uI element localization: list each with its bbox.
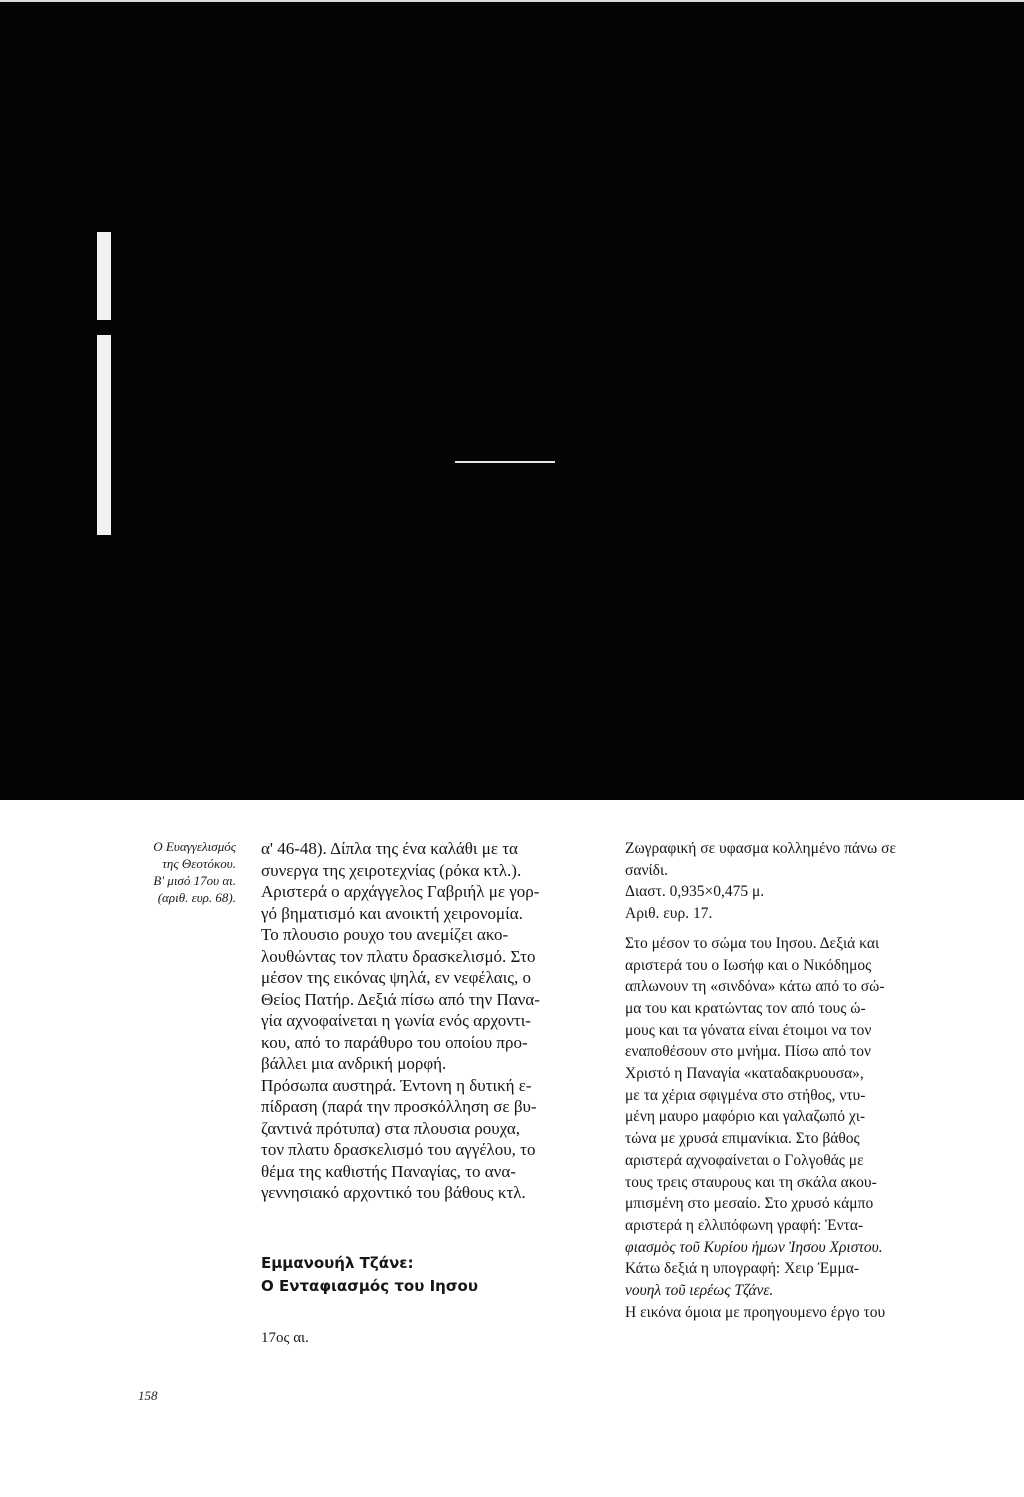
text-line: θέμα της καθιστής Παναγίας, το ανα- (261, 1161, 516, 1181)
text-line: τους τρεις σταυρους και τη σκάλα ακου- (625, 1173, 877, 1191)
caption-line: Ο Ευαγγελισμός (153, 839, 236, 854)
top-rule (0, 0, 1024, 2)
text-line: γό βηματισμό και ανοικτή χειρονομία. (261, 903, 523, 923)
text-line: αριστερά αχνοφαίνεται ο Γολγοθάς με (625, 1151, 864, 1169)
artwork-name: Ο Ενταφιασμός του Ιησου (261, 1276, 478, 1295)
text-line: λουθώντας τον πλατυ δρασκελισμό. Στο (261, 946, 536, 966)
artwork-artist: Εμμανουήλ Τζάνε: (261, 1253, 414, 1272)
photo-highlight-line (455, 461, 555, 463)
text-line: Διαστ. 0,935×0,475 μ. (625, 883, 765, 901)
artwork-title (261, 1252, 606, 1298)
page-number: 158 (138, 1388, 158, 1403)
text-line: μα του και κρατώντας τον από τους ώ- (625, 999, 866, 1017)
text-line: τώνα με χρυσά επιμανίκια. Στο βάθος (625, 1130, 860, 1148)
text-line: πίδραση (παρά την προσκόλληση σε βυ- (261, 1097, 537, 1116)
artwork-date: 17ος αι. (261, 1329, 309, 1346)
text-line: μένη μαυρο μαφόριο και γαλαζωπό χι- (625, 1108, 866, 1126)
text-line: αριστερά του ο Ιωσήφ και ο Νικόδημος (625, 956, 872, 974)
text-line: αριστερά η ελλιπόφωνη γραφή: Ἐντα- (625, 1216, 864, 1234)
caption-line: της Θεοτόκου. (162, 856, 236, 871)
text-line: σανίδι. (625, 861, 669, 879)
caption-line: (αριθ. ευρ. 68). (157, 890, 236, 905)
text-line: γεννησιακό αρχοντικό του βάθους κτλ. (261, 1183, 526, 1202)
photo-highlight-strip (97, 335, 111, 535)
middle-column (261, 838, 606, 1349)
photo-highlight-strip (97, 232, 111, 320)
text-line: Κάτω δεξιά η υπογραφή: Χειρ Ἐμμα- (625, 1260, 860, 1278)
text-line: βάλλει μια ανδρική μορφή. (261, 1054, 447, 1073)
text-line: κου, από το παράθυρο του οποίου προ- (261, 1032, 528, 1052)
text-line: γία αχνοφαίνεται η γωνία ενός αρχοντι- (261, 1011, 531, 1030)
text-line: Χριστό η Παναγία «καταδακρυουσα», (625, 1065, 864, 1083)
text-line: Η εικόνα όμοια με προηγουμενο έργο του (625, 1303, 886, 1321)
text-line: Αριθ. ευρ. 17. (625, 905, 713, 923)
caption-line: Β' μισό 17ου αι. (153, 873, 236, 888)
text-line: Πρόσωπα αυστηρά. Έντονη η δυτική ε- (261, 1075, 532, 1095)
text-line: Στο μέσον το σώμα του Ιησου. Δεξιά και (625, 934, 880, 952)
text-line: με τα χέρια σφιγμένα στο στήθος, ντυ- (625, 1086, 866, 1104)
text-line: Ζωγραφική σε υφασμα κολλημένο πάνω σε (625, 840, 896, 857)
text-line: Αριστερά ο αρχάγγελος Γαβριήλ με γορ- (261, 882, 540, 901)
text-line: μπισμένη στο μεσαίο. Στο χρυσό κάμπο (625, 1195, 874, 1213)
text-line: μέσον της εικόνας ψηλά, εν νεφέλαις, ο (261, 968, 532, 987)
text-line: νουηλ τοῦ ιερέως Τζάνε. (625, 1282, 774, 1300)
text-line: Το πλουσιο ρουχο του ανεμίζει ακο- (261, 925, 509, 944)
text-line: α' 46-48). Δίπλα της ένα καλάθι με τα (261, 839, 518, 858)
text-line: εναποθέσουν στο μνήμα. Πίσω από τον (625, 1043, 871, 1061)
text-line: ζαντινά πρότυπα) στα πλουσια ρουχα, (261, 1118, 521, 1138)
right-column (625, 838, 975, 1323)
text-line: φιασμὸς τοῦ Κυρίου ἡμων Ἰησου Χριστου. (625, 1238, 883, 1256)
text-line: μους και τα γόνατα είναι έτοιμοι να τον (625, 1021, 872, 1039)
paragraph-gap (625, 925, 975, 933)
text-line: Θείος Πατήρ. Δεξιά πίσω από την Πανα- (261, 989, 540, 1009)
plate-caption (96, 838, 236, 906)
text-line: τον πλατυ δρασκελισμό του αγγέλου, το (261, 1140, 536, 1159)
text-line: συνεργα της χειροτεχνίας (ρόκα κτλ.). (261, 860, 522, 880)
text-line: απλωνουν τη «σινδόνα» κάτω από το σώ- (625, 978, 885, 996)
